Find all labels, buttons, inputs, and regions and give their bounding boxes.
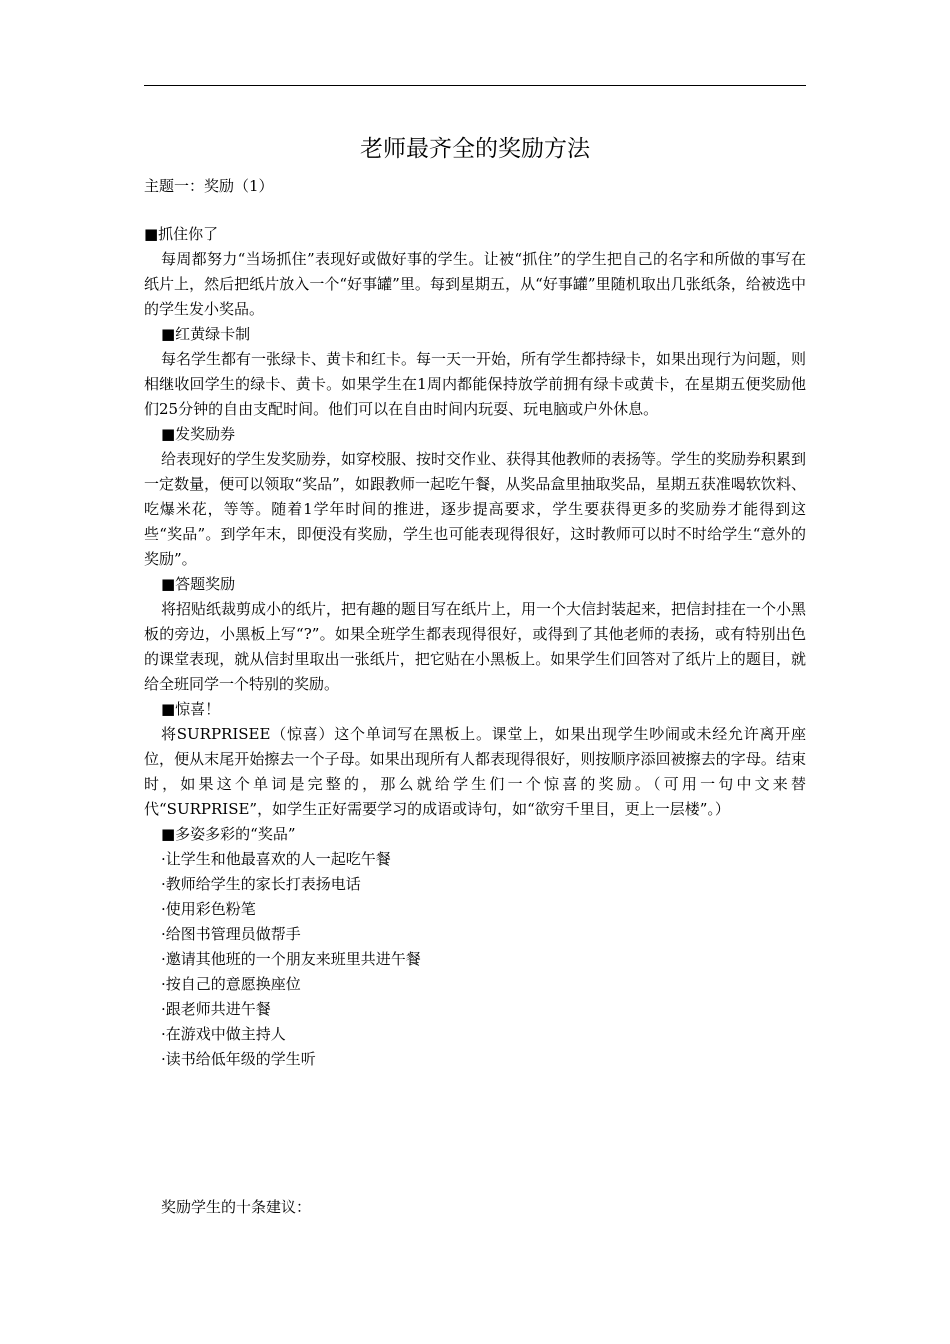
prize-list-item: ·按自己的意愿换座位 xyxy=(161,975,301,993)
header-rule xyxy=(144,85,806,86)
prize-list-item: ·读书给低年级的学生听 xyxy=(161,1050,316,1068)
document-title: 老师最齐全的奖励方法 xyxy=(360,136,590,162)
prize-list-item: ·教师给学生的家长打表扬电话 xyxy=(161,875,361,893)
prize-list-item: ·使用彩色粉笔 xyxy=(161,900,256,918)
section-heading: ■惊喜！ xyxy=(161,700,221,718)
section-paragraph: 将SURPRISEE（惊喜）这个单词写在黑板上。课堂上，如果出现学生吵闹或未经允许离开座位，便从末尾开始擦去一个子母。如果出现所有人都表现得很好，则按顺序添回被擦去的字母。结束时，如果这个单词是完整的，那么就给学生们一个惊喜的奖励。（可用一句中文来替代“SURPRISE”，如学生正好需要学习的成语或诗句，如“欲穷千里目，更上一层楼”。） xyxy=(144,725,806,818)
section-heading: ■红黄绿卡制 xyxy=(161,325,251,343)
section-paragraph: 每周都努力“当场抓住”表现好或做好事的学生。让被“抓住”的学生把自己的名字和所做的事写在纸片上，然后把纸片放入一个“好事罐”里。每到星期五，从“好事罐”里随机取出几张纸条，给被选中的学生发小奖品。 xyxy=(144,250,806,318)
section-paragraph: 给表现好的学生发奖励券，如穿校服、按时交作业、获得其他教师的表扬等。学生的奖励券积累到一定数量，便可以领取“奖品”，如跟教师一起吃午餐，从奖品盒里抽取奖品，星期五获准喝软饮料、吃爆米花，等等。随着1学年时间的推进，逐步提高要求，学生要获得更多的奖励券才能得到这些“奖品”。到学年末，即便没有奖励，学生也可能表现得很好，这时教师可以时不时给学生“意外的奖励”。 xyxy=(144,450,807,568)
prize-list-item: ·邀请其他班的一个朋友来班里共进午餐 xyxy=(161,950,421,968)
prizes-heading: ■多姿多彩的“奖品” xyxy=(161,825,296,843)
prize-list-item: ·跟老师共进午餐 xyxy=(161,1000,271,1018)
prize-list-item: ·给图书管理员做帮手 xyxy=(161,925,301,943)
prize-list-item: ·让学生和他最喜欢的人一起吃午餐 xyxy=(161,850,391,868)
section-heading: ■抓住你了 xyxy=(144,225,219,243)
section-heading: ■答题奖励 xyxy=(161,575,236,593)
section-heading: ■发奖励券 xyxy=(161,425,236,443)
document-body xyxy=(144,222,806,1072)
prize-list-item: ·在游戏中做主持人 xyxy=(161,1025,286,1043)
section-paragraph: 将招贴纸裁剪成小的纸片，把有趣的题目写在纸片上，用一个大信封装起来，把信封挂在一个小黑板的旁边，小黑板上写“?”。如果全班学生都表现得很好，或得到了其他老师的表扬，或有特别出色的课堂表现，就从信封里取出一张纸片，把它贴在小黑板上。如果学生们回答对了纸片上的题目，就给全班同学一个特别的奖励。 xyxy=(144,600,807,693)
topic-line: 主题一：奖励（1） xyxy=(144,177,274,195)
closing-line: 奖励学生的十条建议： xyxy=(161,1198,312,1216)
section-paragraph: 每名学生都有一张绿卡、黄卡和红卡。每一天一开始，所有学生都持绿卡，如果出现行为问题，则相继收回学生的绿卡、黄卡。如果学生在1周内都能保持放学前拥有绿卡或黄卡，在星期五便奖励他们25分钟的自由支配时间。他们可以在自由时间内玩耍、玩电脑或户外休息。 xyxy=(144,350,807,418)
